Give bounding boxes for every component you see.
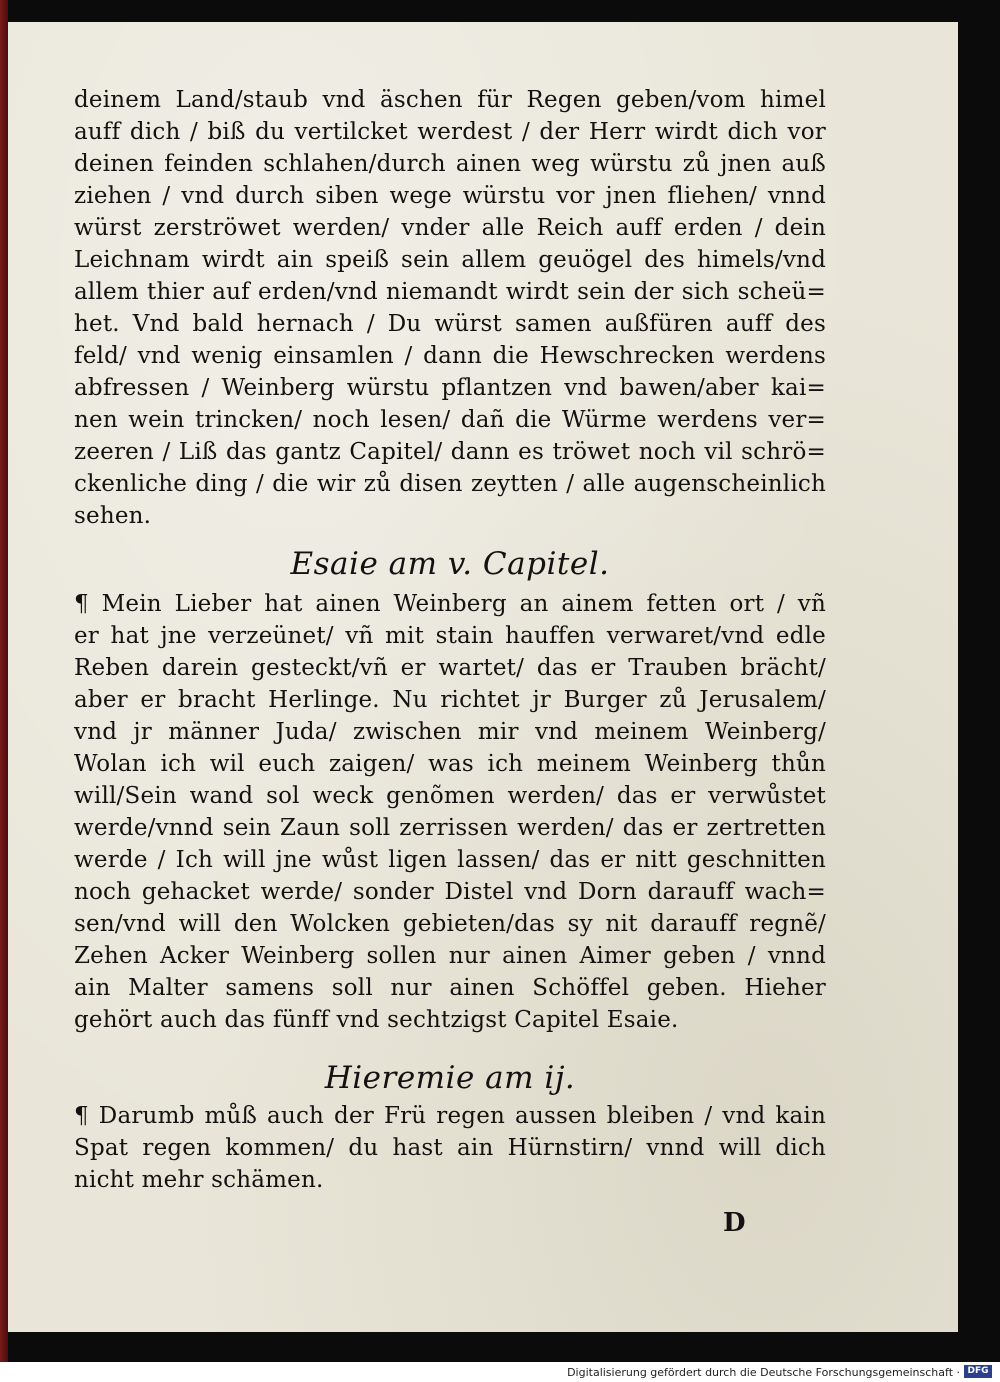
text-line: Spat regen kommen/ du hast ain Hürnstirn/ vnnd will dich: [74, 1135, 826, 1161]
text-line: noch gehacket werde/ sonder Distel vnd Dorn darauff wach=: [74, 879, 826, 905]
text-line: Reben darein gesteckt/vñ er wartet/ das er Trauben brächt/: [74, 655, 826, 681]
text-line: nen wein trincken/ noch lesen/ dañ die Würme werdens ver=: [74, 407, 826, 433]
passage-esaie: [74, 588, 826, 1036]
text-line: ¶ Mein Lieber hat ainen Weinberg an ainem fetten ort / vñ: [74, 591, 826, 617]
passage-deuteronomy: [74, 84, 826, 532]
text-line: gehört auch das fünff vnd sechtzigst Capitel Esaie.: [74, 1007, 679, 1033]
text-line: würst zerströwet werden/ vnder alle Reich auff erden / dein: [74, 215, 826, 241]
text-line: Wolan ich wil euch zaigen/ was ich meinem Weinberg thůn: [74, 751, 826, 777]
text-line: allem thier auf erden/vnd niemandt wirdt sein der sich scheü=: [74, 279, 826, 305]
text-line: Leichnam wirdt ain speiß sein allem geuögel des himels/vnd: [74, 247, 826, 273]
text-line: deinen feinden schlahen/durch ainen weg würstu zů jnen auß: [74, 151, 826, 177]
text-line: werde/vnnd sein Zaun soll zerrissen werden/ das er zertretten: [74, 815, 826, 841]
text-line: ¶ Darumb můß auch der Frü regen aussen bleiben / vnd kain: [74, 1103, 826, 1129]
text-line: feld/ vnd wenig einsamlen / dann die Hewschrecken werdens: [74, 343, 826, 369]
text-line: ckenliche ding / die wir zů disen zeytten / alle augenscheinlich: [74, 471, 826, 497]
section-heading: Esaie am v. Capitel.: [290, 546, 610, 582]
book-spine-edge: [0, 0, 8, 1362]
text-line: sen/vnd will den Wolcken gebieten/das sy nit darauff regnẽ/: [74, 911, 826, 937]
text-line: deinem Land/staub vnd äschen für Regen geben/vom himel: [74, 87, 826, 113]
text-line: aber er bracht Herlinge. Nu richtet jr Burger zů Jerusalem/: [74, 687, 826, 713]
dfg-logo: DFG: [964, 1365, 992, 1378]
text-line: ain Malter samens soll nur ainen Schöffel geben. Hieher: [74, 975, 826, 1001]
text-line: Zehen Acker Weinberg sollen nur ainen Aimer geben / vnnd: [74, 943, 826, 969]
text-line: het. Vnd bald hernach / Du würst samen außfüren auff des: [74, 311, 826, 337]
text-line: werde / Ich will jne wůst ligen lassen/ das er nitt geschnitten: [74, 847, 826, 873]
text-line: abfressen / Weinberg würstu pflantzen vnd bawen/aber kai=: [74, 375, 826, 401]
text-line: auff dich / biß du vertilcket werdest / der Herr wirdt dich vor: [74, 119, 826, 145]
text-line: vnd jr männer Juda/ zwischen mir vnd meinem Weinberg/: [74, 719, 826, 745]
text-line: nicht mehr schämen.: [74, 1167, 324, 1193]
passage-hieremie: [74, 1100, 826, 1196]
text-line: zeeren / Liß das gantz Capitel/ dann es tröwet noch vil schrö=: [74, 439, 826, 465]
section-heading: Hieremie am ij.: [324, 1060, 576, 1096]
text-line: ziehen / vnd durch siben wege würstu vor jnen fliehen/ vnnd: [74, 183, 826, 209]
text-line: er hat jne verzeünet/ vñ mit stain hauffen verwaret/vnd edle: [74, 623, 826, 649]
text-line: sehen.: [74, 503, 152, 529]
funding-credit: Digitalisierung gefördert durch die Deutsche Forschungsgemeinschaft ·: [567, 1366, 960, 1379]
text-line: will/Sein wand sol weck genõmen werden/ das er verwůstet: [74, 783, 826, 809]
signature-mark: D: [723, 1208, 746, 1238]
book-page: [8, 22, 958, 1332]
